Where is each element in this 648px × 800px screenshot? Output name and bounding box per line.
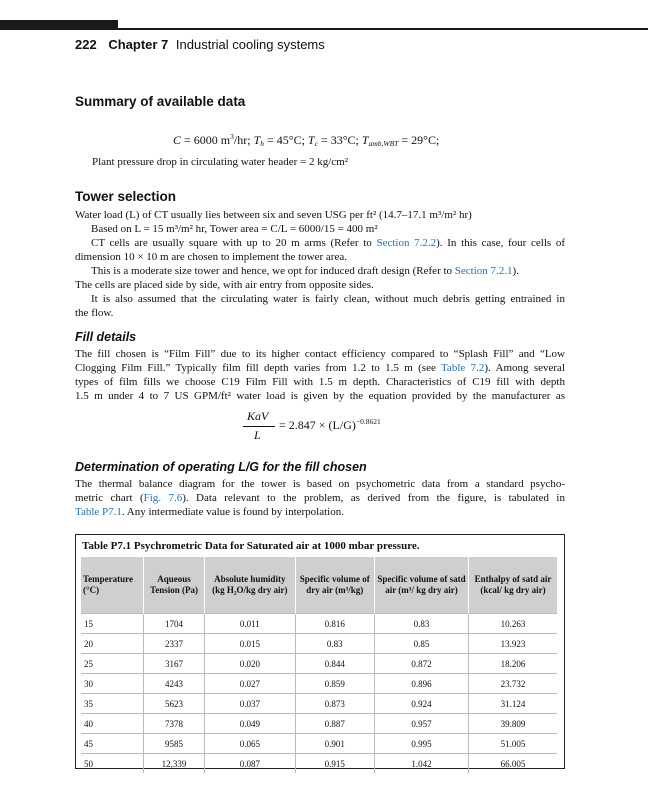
table-cell: 30 — [81, 674, 144, 694]
table-cell: 23.732 — [469, 674, 557, 694]
table-cell: 0.015 — [204, 634, 295, 654]
table-cell: 4243 — [144, 674, 205, 694]
table-cell: 25 — [81, 654, 144, 674]
table-cell: 45 — [81, 734, 144, 754]
table-cell: 0.037 — [204, 694, 295, 714]
operating-line-2-text: metric chart ( — [75, 492, 144, 504]
tower-line-2: Based on L = 15 m³/m² hr, Tower area = C/L = 6000/15 = 400 m² — [91, 223, 378, 235]
col-header-specific-volume-satd: Specific volume of satd air (m³/ kg dry air) — [374, 557, 468, 614]
table-cell: 0.027 — [204, 674, 295, 694]
operating-line-3-tail: . Any intermediate value is found by interpolation. — [121, 506, 344, 518]
table-cell: 10.263 — [469, 614, 557, 634]
table-cell: 0.859 — [295, 674, 374, 694]
table-cell: 2337 — [144, 634, 205, 654]
eq-exponent: −0.8621 — [355, 417, 381, 426]
table-row — [81, 754, 557, 774]
table-cell: 9585 — [144, 734, 205, 754]
table-cell: 12,339 — [144, 754, 205, 774]
running-header — [75, 37, 325, 52]
table-cell: 18.206 — [469, 654, 557, 674]
psychrometric-table — [81, 557, 557, 773]
fill-line-2-text: Clogging Film Fill.” Typically film fill depth varies from 1.2 to 1.5 m (see — [75, 362, 441, 374]
chapter-label: Chapter 7 — [108, 37, 169, 52]
table-cell: 66.005 — [469, 754, 557, 774]
link-section-7-2-2[interactable]: Section 7.2.2 — [376, 237, 437, 249]
fill-line-2-tail: ). Among several — [484, 362, 565, 374]
col-header-temperature: Temperature (°C) — [81, 557, 144, 614]
tower-line-5-text: This is a moderate size tower and hence, we opt for induced draft design (Refer to — [91, 265, 455, 277]
table-cell: 0.011 — [204, 614, 295, 634]
table-cell: 7378 — [144, 714, 205, 734]
fraction-bar — [243, 426, 275, 427]
operating-line-2-tail: ). Data relevant to the problem, as derived from the figure, is tabulated in — [182, 492, 565, 504]
table-row — [81, 714, 557, 734]
table-row — [81, 674, 557, 694]
chapter-title: Industrial cooling systems — [175, 37, 325, 52]
table-cell: 51.005 — [469, 734, 557, 754]
tower-line-3-tail: ). In this case, four cells of — [436, 237, 566, 249]
tower-line-3-text: CT cells are usually square with up to 20 m arms (Refer to — [91, 237, 377, 249]
tower-line-1: Water load (L) of CT usually lies between six and seven USG per ft² (14.7–17.1 m³/m² hr) — [75, 209, 472, 221]
table-row — [81, 634, 557, 654]
eq-th-value: 45 — [276, 133, 289, 147]
tower-line-8: the flow. — [75, 307, 114, 319]
fill-line-4: 1.5 m under 4 to 7 US GPM/ft² water load is given by the equation provided by the manufacturer as — [75, 390, 565, 402]
table-cell: 50 — [81, 754, 144, 774]
col-header-absolute-humidity: Absolute humidity (kg H₂O/kg dry air) — [204, 557, 295, 614]
table-cell: 0.049 — [204, 714, 295, 734]
operating-line-1: The thermal balance diagram for the tower is based on psychometric data from a standard psycho- — [75, 478, 565, 490]
eq-numerator: KaV — [247, 409, 269, 423]
tower-line-5-tail: ). — [512, 265, 519, 277]
table-header-row — [81, 557, 557, 614]
tower-line-3 — [75, 236, 565, 250]
link-fig-7-6[interactable]: Fig. 7.6 — [143, 492, 183, 504]
table-caption: Table P7.1 Psychrometric Data for Saturated air at 1000 mbar pressure. — [82, 540, 420, 552]
table-row — [81, 654, 557, 674]
summary-heading: Summary of available data — [75, 94, 246, 109]
tower-line-4: dimension 10 × 10 m are chosen to implement the tower area. — [75, 251, 347, 263]
table-cell: 0.915 — [295, 754, 374, 774]
pressure-line: Plant pressure drop in circulating water header = 2 kg/cm² — [92, 156, 349, 168]
table-cell: 0.020 — [204, 654, 295, 674]
table-cell: 1.042 — [374, 754, 468, 774]
table-cell: 0.957 — [374, 714, 468, 734]
table-cell: 0.85 — [374, 634, 468, 654]
table-cell: 0.065 — [204, 734, 295, 754]
operating-line-2 — [75, 491, 565, 505]
table-cell: 0.872 — [374, 654, 468, 674]
eq-rhs-text: = 2.847 × (L/G) — [279, 418, 356, 432]
table-cell: 3167 — [144, 654, 205, 674]
table-cell: 0.995 — [374, 734, 468, 754]
link-table-7-2[interactable]: Table 7.2 — [440, 362, 485, 374]
tower-line-5 — [75, 264, 565, 278]
operating-heading: Determination of operating L/G for the fill chosen — [75, 460, 367, 474]
col-header-enthalpy: Enthalpy of satd air (kcal/ kg dry air) — [469, 557, 557, 614]
fill-line-3: types of film fills we choose C19 Film Fill with 1.5 m depth. Characteristics of C19 fill with depth — [75, 376, 565, 388]
table-row — [81, 734, 557, 754]
eq-twbt-value: 29 — [411, 133, 424, 147]
operating-line-3 — [75, 505, 565, 519]
page-number: 222 — [75, 37, 97, 52]
table-cell: 0.83 — [374, 614, 468, 634]
table-p7-1 — [75, 534, 565, 769]
fill-line-1: The fill chosen is “Film Fill” due to its higher contact efficiency compared to “Splash Fill” and “Low — [75, 348, 565, 360]
table-cell: 0.901 — [295, 734, 374, 754]
table-cell: 31.124 — [469, 694, 557, 714]
eq-tc-value: 33 — [330, 133, 343, 147]
link-table-p7-1[interactable]: Table P7.1 — [75, 506, 122, 518]
table-cell: 15 — [81, 614, 144, 634]
table-cell: 5623 — [144, 694, 205, 714]
col-header-aqueous-tension: Aqueous Tension (Pa) — [144, 557, 205, 614]
table-cell: 0.896 — [374, 674, 468, 694]
link-section-7-2-1[interactable]: Section 7.2.1 — [454, 265, 513, 277]
table-cell: 35 — [81, 694, 144, 714]
table-cell: 0.844 — [295, 654, 374, 674]
fill-line-2 — [75, 361, 565, 375]
table-cell: 0.087 — [204, 754, 295, 774]
table-cell: 1704 — [144, 614, 205, 634]
table-row — [81, 694, 557, 714]
table-cell: 0.816 — [295, 614, 374, 634]
table-cell: 0.83 — [295, 634, 374, 654]
eq-c-value: 6000 — [193, 133, 218, 147]
header-rule — [0, 28, 648, 30]
eq-denominator: L — [254, 428, 261, 442]
tower-line-6: The cells are placed side by side, with air entry from opposite sides. — [75, 279, 374, 291]
tower-heading: Tower selection — [75, 189, 177, 204]
col-header-specific-volume-dry: Specific volume of dry air (m³/kg) — [295, 557, 374, 614]
summary-equation: C = 6000 $m^3/hr$; $T_h = 45^\circ C$; $T_c = 33^\circ C$; $T_{amb,WBT} = 29^\circ C$; — [173, 132, 440, 148]
table-cell: 20 — [81, 634, 144, 654]
table-cell: 39.809 — [469, 714, 557, 734]
table-cell: 13.923 — [469, 634, 557, 654]
tower-line-7: It is also assumed that the circulating water is fairly clean, without much debris getting entrained in — [91, 293, 565, 305]
table-cell: 0.873 — [295, 694, 374, 714]
table-cell: 0.924 — [374, 694, 468, 714]
table-cell: 40 — [81, 714, 144, 734]
eq-rhs — [279, 418, 381, 433]
table-cell: 0.887 — [295, 714, 374, 734]
fill-heading: Fill details — [75, 330, 137, 344]
table-row — [81, 614, 557, 634]
